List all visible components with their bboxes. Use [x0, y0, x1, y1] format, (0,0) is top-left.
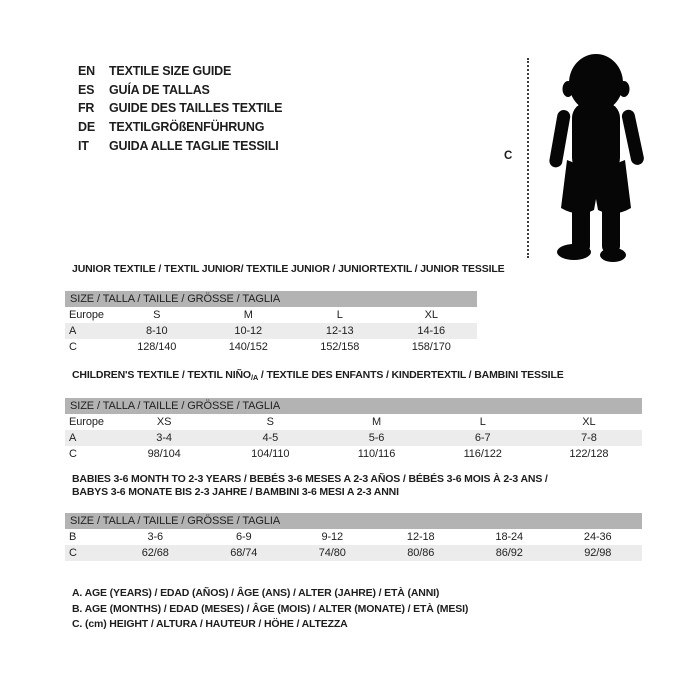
size-cell: XL [424, 309, 438, 321]
language-guide-list [78, 62, 282, 155]
section-title-subscript: /A [250, 373, 259, 382]
size-cell: 18-24 [495, 531, 524, 543]
section-title-text: / TEXTILE DES ENFANTS / KINDERTEXTIL / BAMBINI TESSILE [258, 369, 564, 381]
row-label: Europe [69, 309, 104, 321]
language-label: GUIDE DES TAILLES TEXTILE [109, 101, 283, 116]
size-cell: 3-4 [156, 432, 172, 444]
section-title-babies [72, 473, 548, 499]
size-cell: 24-36 [583, 531, 612, 543]
language-row-fr [78, 99, 282, 118]
size-cell: 68/74 [230, 547, 258, 559]
row-label: A [69, 432, 77, 444]
size-cell: 8-10 [145, 325, 168, 337]
language-code: IT [78, 138, 89, 153]
size-cell: 3-6 [147, 531, 164, 543]
table-row-age-months [65, 529, 642, 545]
language-row-it [78, 136, 282, 155]
language-label: TEXTILGRÖßENFÜHRUNG [109, 120, 265, 135]
size-cell: L [479, 416, 486, 428]
section-title-junior: JUNIOR TEXTILE / TEXTIL JUNIOR/ TEXTILE JUNIOR / JUNIORTEXTIL / JUNIOR TESSILE [72, 263, 505, 275]
size-cell: 62/68 [141, 547, 169, 559]
legend-line-a: A. AGE (YEARS) / EDAD (AÑOS) / ÂGE (ANS) / ALTER (JAHRE) / ETÀ (ANNI) [72, 587, 440, 599]
section-title-children [72, 369, 564, 384]
size-cell: XS [156, 416, 172, 428]
row-label: C [69, 448, 77, 460]
babies-size-table [65, 513, 642, 561]
section-title-text: CHILDREN'S TEXTILE / TEXTIL NIÑO [72, 369, 251, 381]
size-cell: 5-6 [368, 432, 385, 444]
language-row-es [78, 81, 282, 100]
row-label: B [69, 531, 77, 543]
table-row-age [65, 430, 642, 446]
language-code: EN [78, 64, 95, 79]
section-title-line1: BABIES 3-6 MONTH TO 2-3 YEARS / BEBÉS 3-6 MESES A 2-3 AÑOS / BÉBÉS 3-6 MOIS À 2-3 ANS / [72, 473, 548, 485]
table-row-europe [65, 414, 642, 430]
size-cell: 4-5 [262, 432, 279, 444]
table-row-height [65, 545, 642, 561]
language-label: GUÍA DE TALLAS [109, 82, 210, 97]
language-label: GUIDA ALLE TAGLIE TESSILI [109, 138, 279, 153]
children-size-table [65, 398, 642, 462]
size-cell: 104/110 [251, 448, 290, 460]
size-cell: 92/98 [584, 547, 612, 559]
size-cell: XL [582, 416, 596, 428]
size-cell: 110/116 [357, 448, 396, 460]
size-cell: 152/158 [320, 341, 360, 353]
size-cell: S [153, 309, 161, 321]
height-measure-figure [498, 48, 658, 268]
language-row-en [78, 62, 282, 81]
size-table-header: SIZE / TALLA / TAILLE / GRÖSSE / TAGLIA [65, 513, 642, 529]
size-table-header: SIZE / TALLA / TAILLE / GRÖSSE / TAGLIA [65, 291, 477, 307]
language-code: ES [78, 82, 95, 97]
legend-line-c: C. (cm) HEIGHT / ALTURA / HAUTEUR / HÖHE / ALTEZZA [72, 618, 348, 630]
size-cell: 9-12 [321, 531, 344, 543]
measurement-legend [72, 586, 468, 633]
row-label: A [69, 325, 77, 337]
size-cell: 6-7 [474, 432, 491, 444]
language-row-de [78, 118, 282, 137]
size-cell: 6-9 [235, 531, 252, 543]
junior-size-table [65, 291, 477, 355]
size-cell: 10-12 [234, 325, 263, 337]
size-cell: 80/86 [407, 547, 435, 559]
toddler-silhouette [540, 52, 652, 264]
legend-line-b: B. AGE (MONTHS) / EDAD (MESES) / ÂGE (MOIS) / ALTER (MONATE) / ETÀ (MESI) [72, 602, 469, 615]
size-cell: 116/122 [463, 448, 502, 460]
size-cell: L [336, 309, 343, 321]
row-label: Europe [69, 416, 104, 428]
language-code: FR [78, 101, 95, 116]
height-measure-label: C [504, 150, 513, 162]
height-measure-line [527, 58, 529, 258]
size-cell: 140/152 [228, 341, 268, 353]
table-row-age [65, 323, 477, 339]
size-cell: 12-18 [406, 531, 435, 543]
size-cell: 98/104 [147, 448, 181, 460]
size-cell: 14-16 [417, 325, 446, 337]
size-cell: 122/128 [569, 448, 609, 460]
size-cell: 12-13 [325, 325, 354, 337]
row-label: C [69, 341, 77, 353]
table-row-height [65, 446, 642, 462]
size-cell: 158/170 [411, 341, 451, 353]
size-cell: 74/80 [318, 547, 346, 559]
table-row-europe [65, 307, 477, 323]
size-table-header: SIZE / TALLA / TAILLE / GRÖSSE / TAGLIA [65, 398, 642, 414]
language-code: DE [78, 120, 95, 135]
size-cell: 128/140 [137, 341, 177, 353]
size-cell: 86/92 [495, 547, 523, 559]
section-title-line2: BABYS 3-6 MONATE BIS 2-3 JAHRE / BAMBINI 3-6 MESI A 2-3 ANNI [72, 486, 399, 498]
language-label: TEXTILE SIZE GUIDE [109, 64, 232, 79]
size-cell: M [371, 416, 382, 428]
row-label: C [69, 547, 77, 559]
size-cell: M [243, 309, 253, 321]
size-cell: 7-8 [581, 432, 597, 444]
table-row-height [65, 339, 477, 355]
size-cell: S [266, 416, 274, 428]
